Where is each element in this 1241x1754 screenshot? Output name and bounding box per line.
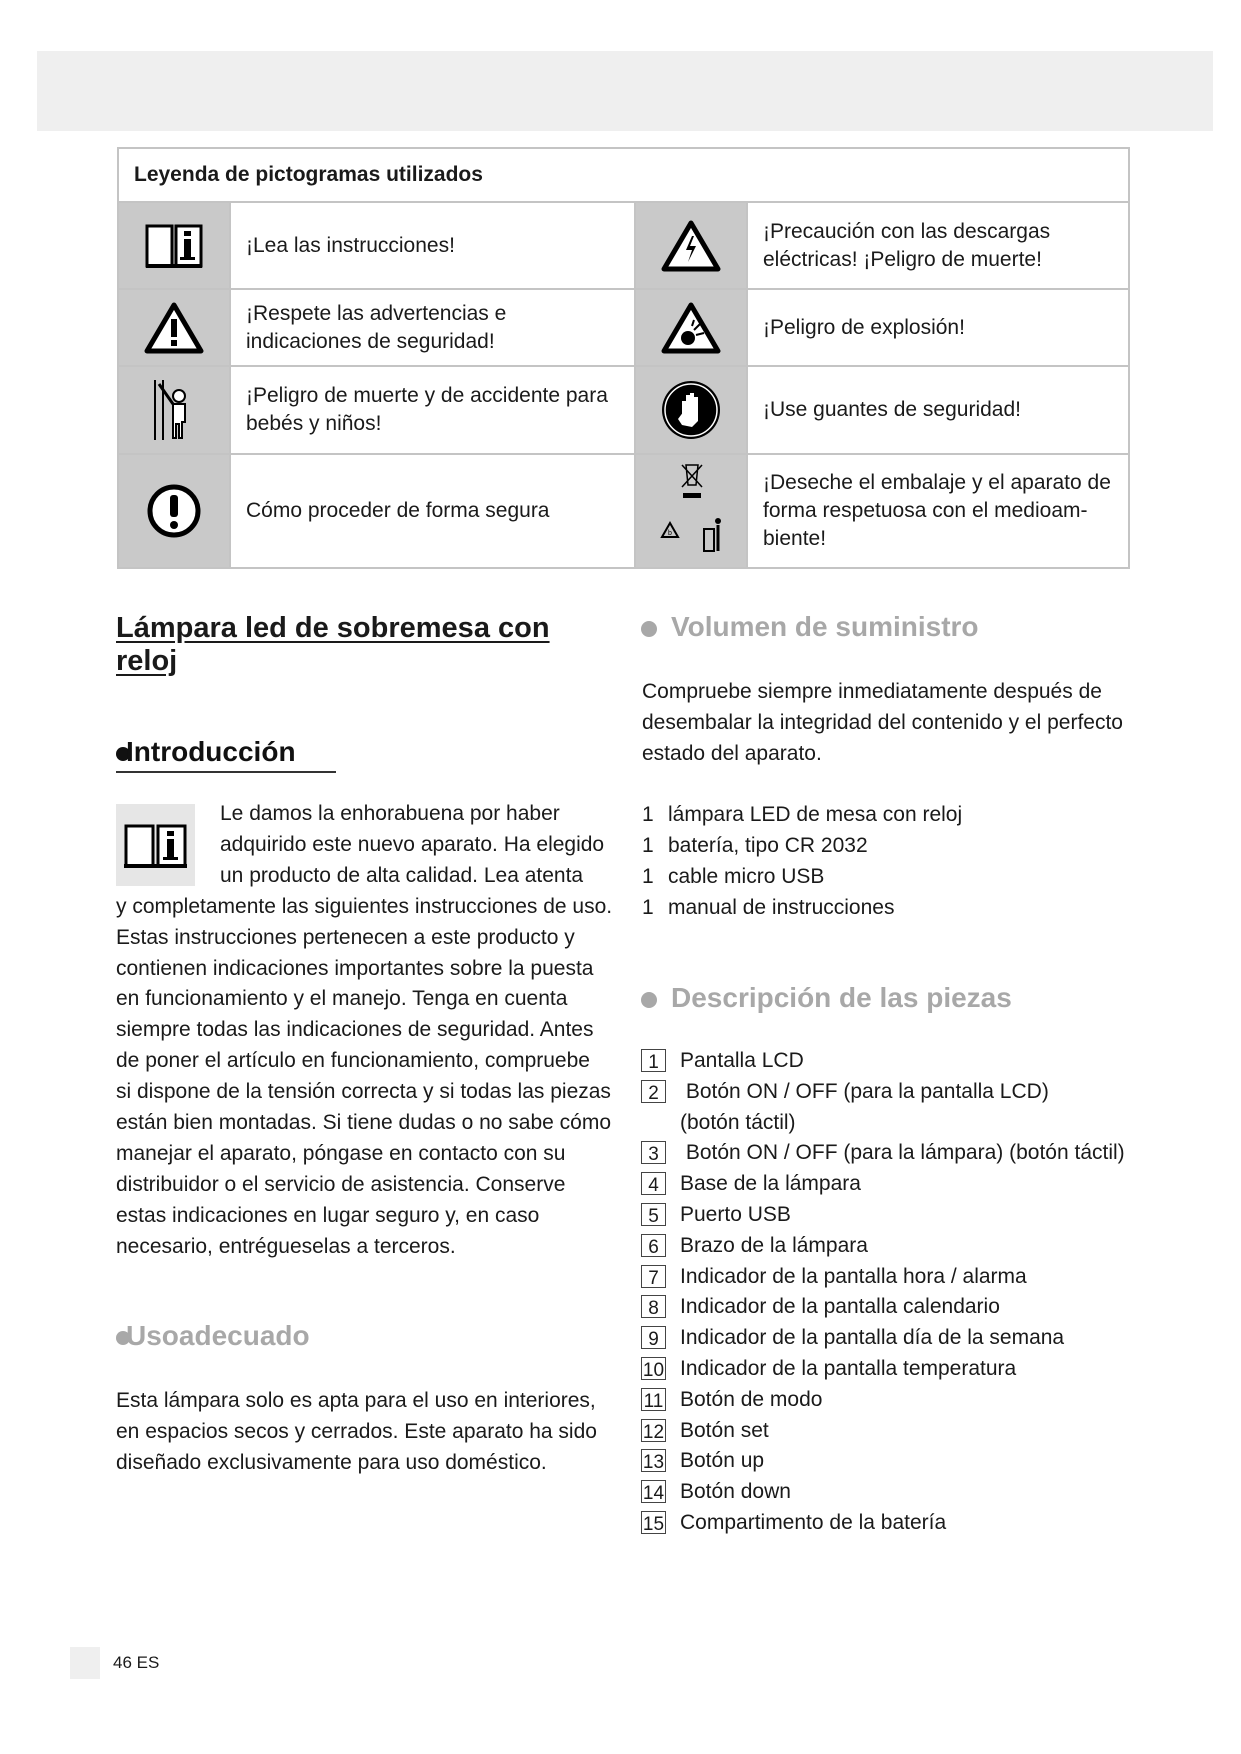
part-item <box>641 1354 1125 1385</box>
paragraph-line: en espacios secos y cerrados. Este aparato ha sido <box>116 1419 597 1443</box>
part-label: Compartimento de la batería <box>680 1510 947 1534</box>
paragraph-line: estas indicaciones en lugar seguro y, en caso <box>116 1203 540 1227</box>
part-label-wrap <box>680 1077 1049 1139</box>
item-quantity: 1 <box>642 864 654 888</box>
list-item <box>642 831 962 862</box>
bullet-icon <box>641 992 657 1008</box>
part-label-wrap <box>680 1508 946 1539</box>
paragraph-line: manejar el aparato, póngase en contacto con su <box>116 1141 566 1165</box>
part-label-wrap <box>680 1231 868 1262</box>
legend-text: ¡Deseche el embalaje y el aparato de forma respetuosa con el medioam-biente! <box>747 454 1129 568</box>
part-label: Indicador de la pantalla temperatura <box>680 1356 1017 1380</box>
page-number: 46 <box>113 1653 132 1672</box>
paragraph-line: Le damos la enhorabuena por haber <box>220 802 560 825</box>
part-label-wrap <box>680 1138 1125 1169</box>
bullet-icon <box>641 621 657 637</box>
part-number-box: 6 <box>641 1234 666 1257</box>
part-number-box: 2 <box>641 1080 666 1103</box>
item-quantity: 1 <box>642 803 654 826</box>
parts-heading <box>641 982 1012 1014</box>
paragraph-line: de poner el artículo en funcionamiento, compruebe <box>116 1049 590 1073</box>
legend-text: ¡Peligro de muerte y de accidente para bebés y niños! <box>230 366 635 454</box>
paragraph-line: si dispone de la tensión correcta y si todas las piezas <box>116 1080 611 1104</box>
list-item <box>642 800 962 831</box>
part-item <box>641 1077 1125 1139</box>
svg-text:b: b <box>668 530 672 537</box>
paragraph-line: necesario, entrégueselas a terceros. <box>116 1234 456 1258</box>
intro-paragraph <box>116 799 612 1263</box>
part-item <box>641 1385 1125 1416</box>
item-label: batería, tipo CR 2032 <box>668 833 868 857</box>
pictogram-legend-table <box>117 147 1130 569</box>
product-title <box>116 612 596 678</box>
paragraph-line: en funcionamiento y el manejo. Tenga en cuenta <box>116 987 568 1011</box>
paragraph-line: estado del aparato. <box>642 741 822 765</box>
supply-list <box>642 800 962 924</box>
part-number-box: 8 <box>641 1295 666 1318</box>
usage-paragraph <box>116 1386 597 1479</box>
electric-shock-warning-icon <box>635 202 747 289</box>
disposal-recycling-icon <box>635 454 747 568</box>
part-label: Indicador de la pantalla calendario <box>680 1295 1000 1319</box>
part-label-wrap <box>680 1416 769 1447</box>
part-label: Base de la lámpara <box>680 1172 861 1196</box>
child-danger-icon <box>118 366 230 454</box>
part-item <box>641 1323 1125 1354</box>
paragraph-line: Compruebe siempre inmediatamente después de <box>642 680 1102 703</box>
item-label: manual de instrucciones <box>668 895 895 919</box>
part-label-continued: (botón táctil) <box>680 1110 796 1134</box>
part-label: Brazo de la lámpara <box>680 1233 868 1257</box>
paragraph-line: siempre todas las indicaciones de seguridad. Antes <box>116 1018 594 1042</box>
part-label: Botón ON / OFF (para la pantalla LCD) <box>680 1079 1049 1103</box>
footer-marker <box>70 1647 100 1679</box>
part-number-box: 14 <box>641 1480 666 1503</box>
explosion-warning-icon <box>635 289 747 366</box>
part-item <box>641 1446 1125 1477</box>
paragraph-line: contienen indicaciones importantes sobre la puesta <box>116 956 594 980</box>
part-label-wrap <box>680 1262 1027 1293</box>
part-label: Botón down <box>680 1480 791 1504</box>
part-label-wrap <box>680 1169 861 1200</box>
legend-title: Leyenda de pictogramas utilizados <box>118 148 1129 202</box>
part-label: Indicador de la pantalla hora / alarma <box>680 1264 1027 1288</box>
part-item <box>641 1262 1125 1293</box>
part-number-box: 4 <box>641 1172 666 1195</box>
paragraph-line: adquirido este nuevo aparato. Ha elegido <box>220 832 605 856</box>
exclamation-circle-icon <box>118 454 230 568</box>
part-label: Botón ON / OFF (para la lámpara) (botón táctil) <box>680 1141 1125 1165</box>
part-label: Botón set <box>680 1418 769 1442</box>
paragraph-line: un producto de alta calidad. Lea atenta <box>220 863 584 887</box>
usage-heading-text: Usoadecuado <box>126 1320 310 1351</box>
product-title-text: Lámpara led de sobremesa con reloj <box>116 612 550 677</box>
list-item <box>642 893 962 924</box>
part-number-box: 3 <box>641 1141 666 1164</box>
part-label-wrap <box>680 1446 764 1477</box>
part-label: Indicador de la pantalla día de la semana <box>680 1326 1065 1350</box>
part-item <box>641 1231 1125 1262</box>
part-number-box: 15 <box>641 1511 666 1534</box>
legend-text: Cómo proceder de forma segura <box>230 454 635 568</box>
part-item <box>641 1138 1125 1169</box>
supply-heading <box>641 611 979 643</box>
parts-heading-text: Descripción de las piezas <box>671 982 1012 1013</box>
item-label: lámpara LED de mesa con reloj <box>668 803 963 826</box>
part-number-box: 1 <box>641 1049 666 1072</box>
intro-heading <box>116 736 296 768</box>
supply-heading-text: Volumen de suministro <box>671 611 979 642</box>
part-label: Pantalla LCD <box>680 1049 804 1072</box>
part-number-box: 11 <box>641 1388 666 1411</box>
part-item <box>641 1169 1125 1200</box>
legend-text: ¡Respete las advertencias e indicaciones de seguridad! <box>230 289 635 366</box>
supply-paragraph <box>642 677 1123 770</box>
part-number-box: 7 <box>641 1265 666 1288</box>
legend-text: ¡Use guantes de seguridad! <box>747 366 1129 454</box>
intro-heading-text: Introducción <box>126 736 296 767</box>
legend-text: ¡Peligro de explosión! <box>747 289 1129 366</box>
part-item <box>641 1477 1125 1508</box>
part-label: Puerto USB <box>680 1202 791 1226</box>
header-band <box>37 51 1213 131</box>
item-quantity: 1 <box>642 895 654 919</box>
part-label-wrap <box>680 1354 1016 1385</box>
part-label-wrap <box>680 1292 1000 1323</box>
paragraph-line: distribuidor o el servicio de asistencia. Conserve <box>116 1172 566 1196</box>
paragraph-line: Estas instrucciones pertenecen a este producto y <box>116 925 575 949</box>
heading-underline <box>116 771 336 773</box>
part-item <box>641 1292 1125 1323</box>
part-label-wrap <box>680 1046 804 1077</box>
paragraph-line: Esta lámpara solo es apta para el uso en interiores, <box>116 1389 596 1412</box>
part-item <box>641 1046 1125 1077</box>
parts-list <box>641 1046 1125 1539</box>
part-label-wrap <box>680 1323 1064 1354</box>
part-number-box: 12 <box>641 1419 666 1442</box>
list-item <box>642 862 962 893</box>
part-number-box: 13 <box>641 1449 666 1472</box>
part-number-box: 9 <box>641 1326 666 1349</box>
safety-gloves-icon <box>635 366 747 454</box>
part-label: Botón de modo <box>680 1387 823 1411</box>
part-label: Botón up <box>680 1449 765 1473</box>
warning-icon <box>118 289 230 366</box>
part-item <box>641 1508 1125 1539</box>
part-number-box: 5 <box>641 1203 666 1226</box>
part-item <box>641 1200 1125 1231</box>
part-label-wrap <box>680 1477 791 1508</box>
item-quantity: 1 <box>642 833 654 857</box>
part-item <box>641 1416 1125 1447</box>
page-footer <box>113 1653 159 1673</box>
part-label-wrap <box>680 1200 791 1231</box>
part-label-wrap <box>680 1385 822 1416</box>
legend-text: ¡Lea las instrucciones! <box>230 202 635 289</box>
language-code: ES <box>136 1653 160 1672</box>
read-instructions-icon <box>118 202 230 289</box>
usage-heading <box>116 1320 310 1352</box>
paragraph-line: y completamente las siguientes instrucciones de uso. <box>116 894 613 918</box>
legend-text: ¡Precaución con las descargas eléctricas! ¡Peligro de muerte! <box>747 202 1129 289</box>
item-label: cable micro USB <box>668 864 825 888</box>
paragraph-line: diseñado exclusivamente para uso doméstico. <box>116 1450 547 1474</box>
paragraph-line: desembalar la integridad del contenido y el perfecto <box>642 710 1123 734</box>
part-number-box: 10 <box>641 1357 666 1380</box>
paragraph-line: están bien montadas. Si tiene dudas o no sabe cómo <box>116 1111 611 1135</box>
